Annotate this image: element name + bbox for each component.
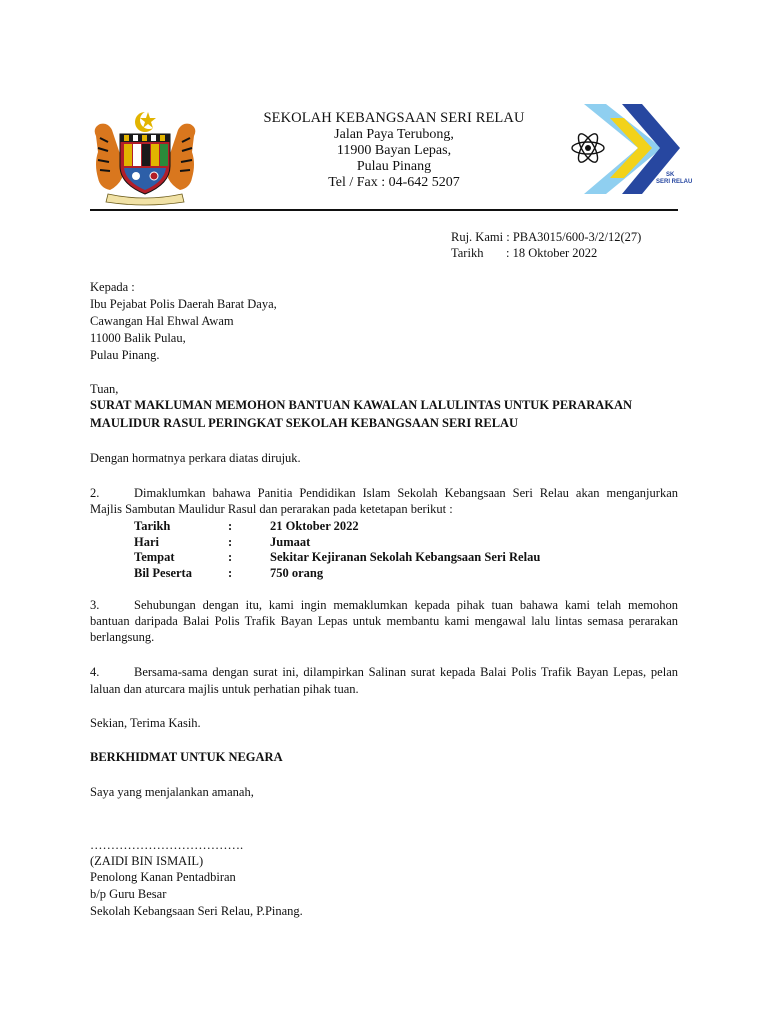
coat-of-arms-logo bbox=[86, 108, 204, 206]
date-label: Tarikh bbox=[451, 246, 484, 260]
reference-label: Ruj. Kami : bbox=[451, 230, 513, 244]
opening-line: Dengan hormatnya perkara diatas dirujuk. bbox=[90, 451, 301, 465]
details-row bbox=[134, 518, 540, 534]
letterhead bbox=[210, 110, 578, 191]
details-sep: : bbox=[228, 565, 233, 580]
address-line1: Jalan Paya Terubong, bbox=[334, 127, 454, 142]
paragraph-3-line1: Sehubungan dengan itu, kami ingin memaklumkan kepada pihak tuan bahawa kami telah memohon bbox=[134, 598, 678, 612]
recipient-line: Pulau Pinang. bbox=[90, 348, 160, 362]
motto: BERKHIDMAT UNTUK NEGARA bbox=[90, 750, 283, 764]
paragraph-3-number: 3. bbox=[90, 598, 100, 612]
details-label: Bil Peserta bbox=[134, 565, 192, 580]
closing-thanks: Sekian, Terima Kasih. bbox=[90, 716, 201, 730]
date-line bbox=[451, 245, 597, 261]
reference-line bbox=[451, 229, 641, 245]
paragraph-2-line1: Dimaklumkan bahawa Panitia Pendidikan Islam Sekolah Kebangsaan Seri Relau akan menganjurkan bbox=[134, 486, 678, 500]
signatory-title: Penolong Kanan Pentadbiran bbox=[90, 870, 236, 884]
salutation: Tuan, bbox=[90, 382, 119, 396]
school-logo-line1: SK bbox=[666, 172, 675, 178]
school-logo-line2: SERI RELAU bbox=[656, 179, 693, 185]
paragraph-2-line2: Majlis Sambutan Maulidur Rasul dan perarakan pada ketetapan berikut : bbox=[90, 502, 453, 516]
signatory-school: Sekolah Kebangsaan Seri Relau, P.Pinang. bbox=[90, 904, 303, 918]
recipient-block bbox=[90, 279, 277, 363]
paragraph-4-number: 4. bbox=[90, 665, 100, 679]
signature-dots: ………………………………. bbox=[90, 838, 244, 852]
subject-line2: MAULIDUR RASUL PERINGKAT SEKOLAH KEBANGSAAN SERI RELAU bbox=[90, 416, 519, 430]
details-value: Sekitar Kejiranan Sekolah Kebangsaan Seri Relau bbox=[270, 550, 541, 564]
details-label: Hari bbox=[134, 534, 159, 549]
phone-fax: Tel / Fax : 04-642 5207 bbox=[328, 175, 460, 190]
subject-line1: SURAT MAKLUMAN MEMOHON BANTUAN KAWALAN LALULINTAS UNTUK PERARAKAN bbox=[90, 398, 633, 412]
details-table bbox=[134, 518, 540, 580]
recipient-line: Cawangan Hal Ehwal Awam bbox=[90, 314, 234, 328]
details-row bbox=[134, 549, 540, 565]
details-value: 750 orang bbox=[270, 565, 324, 580]
recipient-line: Ibu Pejabat Polis Daerah Barat Daya, bbox=[90, 297, 277, 311]
details-sep: : bbox=[228, 519, 233, 533]
signatory-name: (ZAIDI BIN ISMAIL) bbox=[90, 854, 204, 868]
address-line2: 11900 Bayan Lepas, bbox=[336, 143, 452, 158]
signatory-on-behalf: b/p Guru Besar bbox=[90, 887, 167, 901]
details-label: Tempat bbox=[134, 550, 175, 564]
school-logo-text bbox=[656, 172, 692, 186]
paragraph-2-number: 2. bbox=[90, 486, 100, 500]
recipient-heading: Kepada : bbox=[90, 280, 135, 294]
paragraph-3-line3: berlangsung. bbox=[90, 630, 155, 644]
letterhead-divider bbox=[90, 209, 678, 211]
details-row bbox=[134, 534, 540, 550]
date-value: : 18 Oktober 2022 bbox=[506, 246, 598, 260]
signoff-line: Saya yang menjalankan amanah, bbox=[90, 785, 254, 799]
address-line3: Pulau Pinang bbox=[356, 159, 432, 174]
paragraph-4-line1: Bersama-sama dengan surat ini, dilampirkan Salinan surat kepada Balai Polis Trafik Bayan Lepas, pelan bbox=[134, 665, 678, 679]
details-sep: : bbox=[228, 550, 233, 564]
details-value: Jumaat bbox=[270, 534, 311, 549]
school-name: SEKOLAH KEBANGSAAN SERI RELAU bbox=[263, 110, 525, 126]
details-sep: : bbox=[228, 534, 233, 549]
paragraph-3-line2: bantuan daripada Balai Polis Trafik Bayan Lepas untuk membantu kami mengawal lalu lintas semasa perarakan bbox=[90, 614, 678, 628]
recipient-line: 11000 Balik Pulau, bbox=[90, 331, 186, 345]
paragraph-4-line2: laluan dan aturcara majlis untuk perhatian pihak tuan. bbox=[90, 682, 359, 696]
details-row bbox=[134, 565, 540, 581]
details-value: 21 Oktober 2022 bbox=[270, 519, 359, 533]
details-label: Tarikh bbox=[134, 519, 171, 533]
reference-value: PBA3015/600-3/2/12(27) bbox=[512, 230, 642, 244]
